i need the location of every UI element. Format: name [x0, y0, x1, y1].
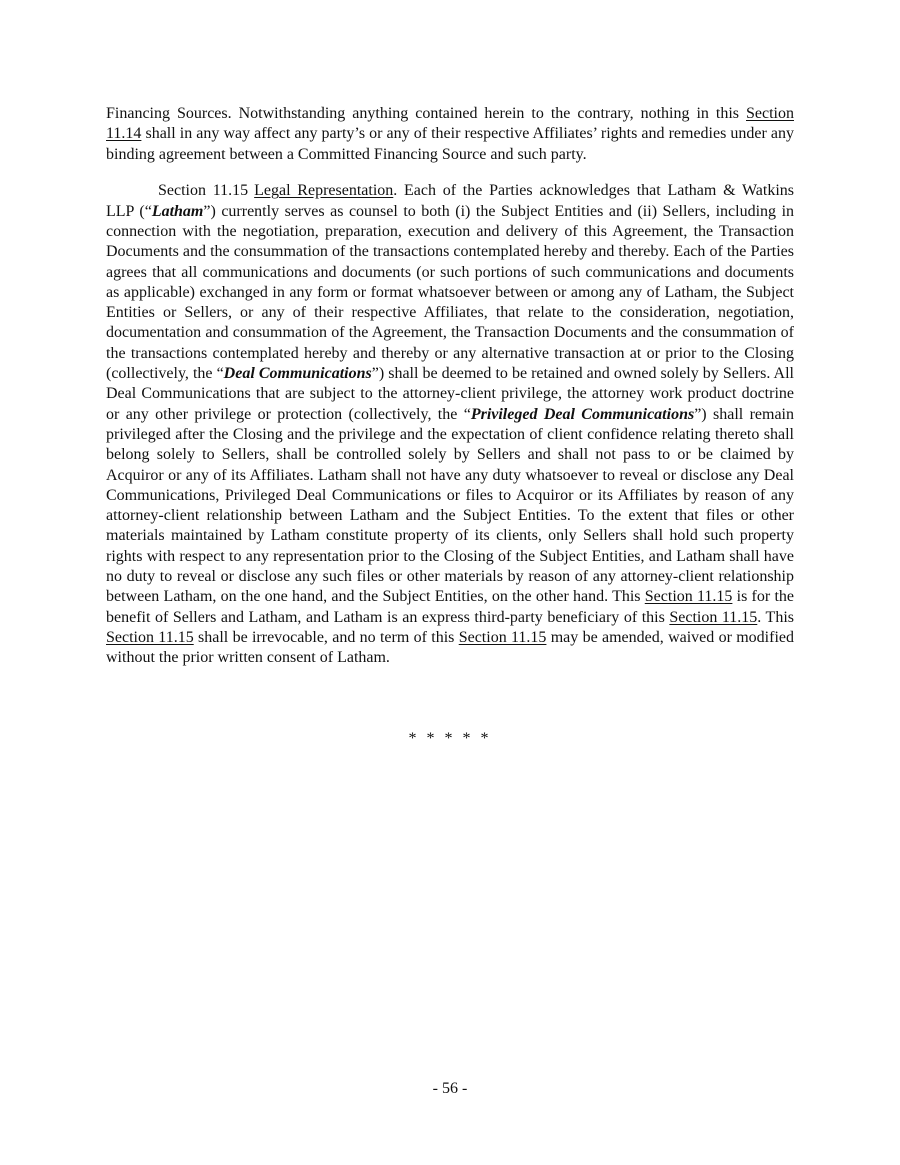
defined-term: Deal Communications [223, 365, 372, 383]
text-run: ”) shall be deemed to be retained and owned solely by Sellers. All Deal Communications that are subject to the attorney-client privilege, the attorney work product doctrine or any other privilege or protection (collectively, the “ [106, 365, 794, 423]
document-body [106, 104, 794, 669]
section-reference: Section 11.15 [106, 628, 194, 646]
page-number: - 56 - [432, 1080, 468, 1097]
text-run: may be amended, waived or modified without the prior written consent of Latham. [106, 628, 795, 667]
defined-term: Latham [151, 202, 204, 220]
paragraph-continued [106, 104, 794, 165]
section-reference: Section 11.15 [458, 628, 547, 646]
text-run: is for the benefit of Sellers and Latham, and Latham is an express third-party beneficiary of this [106, 588, 795, 626]
text-run: ”) currently serves as counsel to both (i) the Subject Entities and (ii) Sellers, including in connection with the negotiation, preparation, execution and delivery of this Agreement, the Transaction Documents and the consummation of the transactions contemplated hereby and thereby. Each of the Parties agrees that all communications and documents (or such portions of such communications and documents as applicable) exchanged in any form or format whatsoever between or among any of Latham, the Subject Entities or Sellers, or any of their respective Affiliates, that relate to the consideration, negotiation, documentation and consummation of the Agreement, the Transaction Documents and the consummation of the transactions contemplated hereby and thereby or any alternative transaction at or prior to the Closing (collectively, the “ [106, 202, 795, 383]
section-reference: Section 11.15 [644, 588, 733, 606]
text-run: ”) shall remain privileged after the Closing and the privilege and the expectation of client confidence relating thereto shall belong solely to Sellers, shall be controlled solely by Sellers and shall not pass to or be claimed by Acquiror or any of its Affiliates. Latham shall not have any duty whatsoever to reveal or disclose any Deal Communications, Privileged Deal Communications or files to Acquiror or its Affiliates by reason of any attorney-client relationship between Latham and the Subject Entities. To the extent that files or other materials maintained by Latham constitute property of its clients, only Sellers shall hold such property rights with respect to any representation prior to the Closing of the Subject Entities, and Latham shall have no duty to reveal or disclose any such files or other materials by reason of any attorney-client relationship between Latham, on the one hand, and the Subject Entities, on the other hand. This [106, 405, 794, 606]
text-run: shall in any way affect any party’s or any of their respective Affiliates’ rights and remedies under any binding agreement between a Committed Financing Source and such party. [106, 125, 794, 163]
text-run: . This [757, 608, 794, 626]
section-separator: * * * * * [408, 730, 492, 747]
text-run: shall be irrevocable, and no term of this [193, 628, 459, 646]
section-paragraph [106, 181, 794, 668]
section-reference: Section 11.14 [106, 105, 794, 143]
text-run: Financing Sources. Notwithstanding anything contained herein to the contrary, nothing in this [106, 105, 746, 122]
defined-term: Privileged Deal Communications [470, 405, 695, 423]
text-run: . Each of the Parties acknowledges that Latham & Watkins LLP (“ [106, 182, 795, 220]
section-heading: Legal Representation [254, 182, 394, 200]
section-reference: Section 11.15 [669, 608, 758, 626]
section-number: Section 11.15 [158, 182, 249, 200]
